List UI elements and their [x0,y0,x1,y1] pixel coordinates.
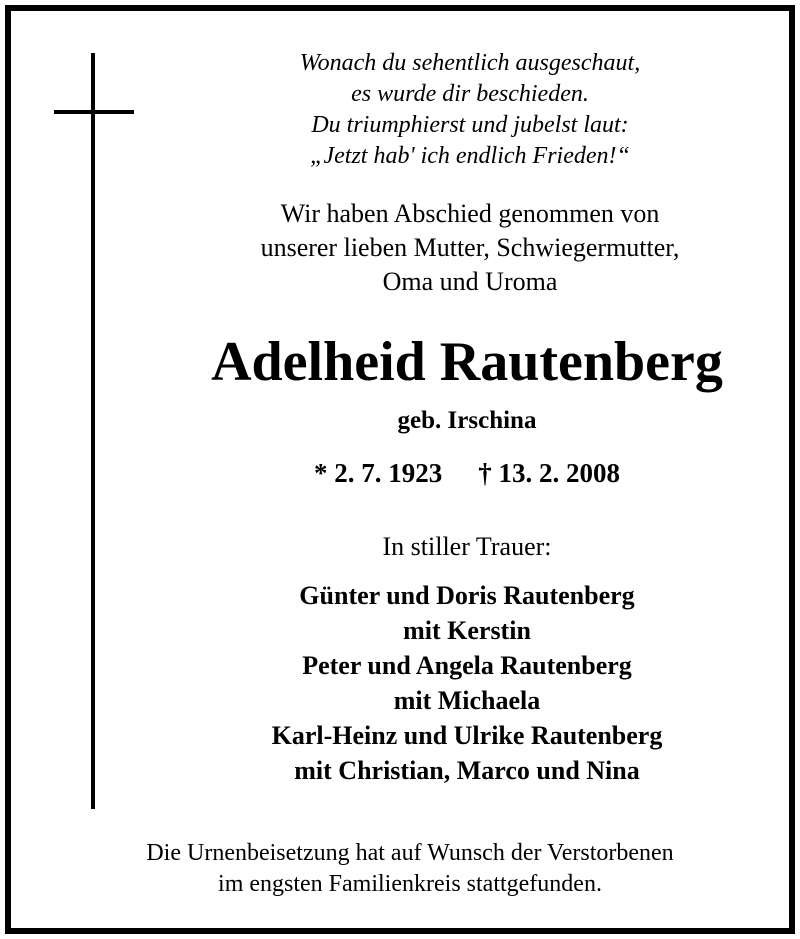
poem-line: Wonach du sehentlich ausgeschaut, [299,50,641,76]
poem-line: Du triumphierst und jubelst laut: [311,112,629,138]
announcement-intro [180,197,760,299]
deceased-name: Adelheid Rautenberg [211,331,723,393]
burial-notice [30,838,790,900]
mourning-heading: In stiller Trauer: [382,532,552,561]
mourner-line: mit Christian, Marco und Nina [294,756,640,785]
poem-line: es wurde dir beschieden. [351,81,589,107]
intro-line: Oma und Uroma [382,267,558,296]
death-date: † 13. 2. 2008 [478,458,620,488]
mourner-line: Peter und Angela Rautenberg [302,651,632,680]
maiden-name: geb. Irschina [397,407,537,434]
life-dates [180,456,754,490]
mourner-line: Günter und Doris Rautenberg [299,581,635,610]
mourner-line: Karl-Heinz und Ulrike Rautenberg [271,721,663,750]
footer-line: Die Urnenbeisetzung hat auf Wunsch der Verstorbenen [146,840,674,866]
mourner-line: mit Kerstin [403,616,531,645]
cross-icon-bar [54,110,134,114]
birth-date: * 2. 7. 1923 [314,458,443,488]
mourners-list [180,578,754,788]
cross-icon [91,53,95,809]
intro-line: unserer lieben Mutter, Schwiegermutter, [260,233,680,262]
footer-line: im engsten Familienkreis stattgefunden. [218,871,602,897]
poem-line: „Jetzt hab' ich endlich Frieden!“ [310,143,630,169]
mourner-line: mit Michaela [393,686,541,715]
poem [190,48,750,172]
intro-line: Wir haben Abschied genommen von [280,199,660,228]
